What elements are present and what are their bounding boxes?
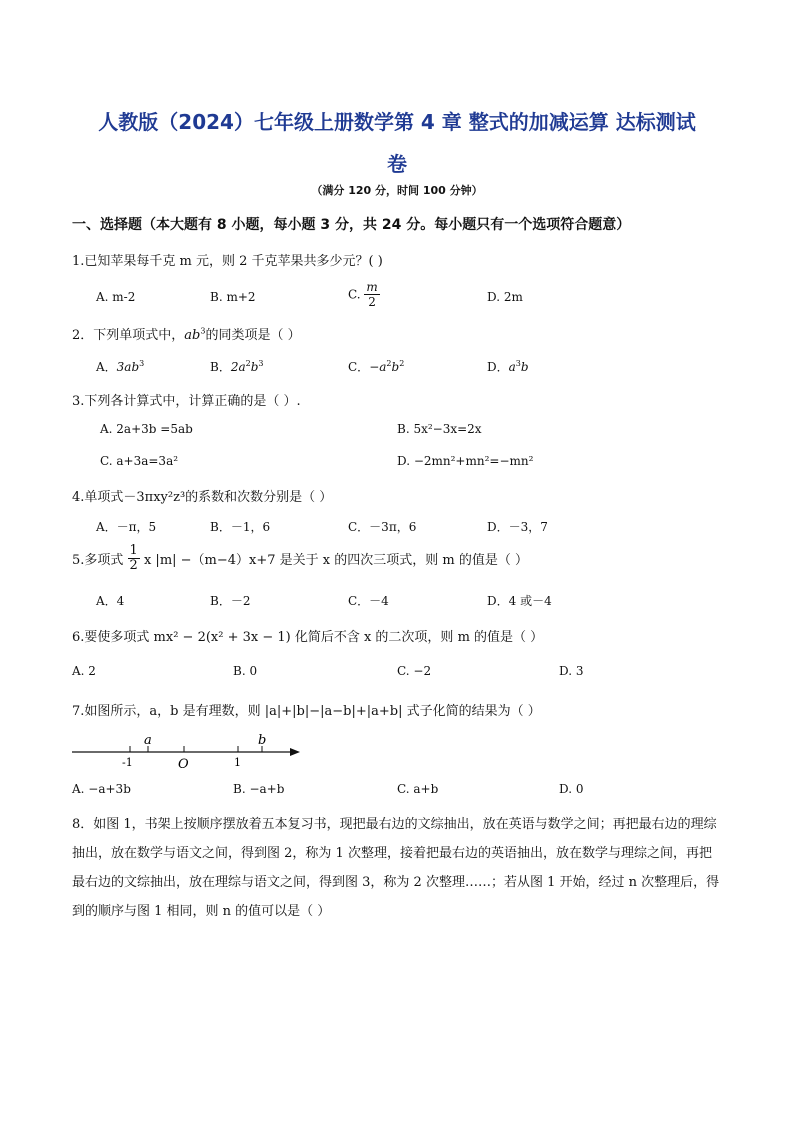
q2-option-a: [96, 358, 144, 375]
q1-fraction-denominator: 2: [368, 295, 376, 309]
q2-option-c: [348, 358, 404, 375]
question-8: 8．如图 1，书架上按顺序摆放着五本复习书，现把最右边的文综抽出，放在英语与数学之间；再把最右边的理综抽出，放在数学与语文之间，得到图 2，称为 1 次整理，接着把最右边的英语抽出，放在数学与理综之间，再把最右边的文综抽出，放在理综与语文之间，得到图 3，称为 2 次整理……；若从图 1 开始，经过 n 次整理后，得到的顺序与图 1 相同，则 n 的值可以是（ ）: [72, 817, 720, 919]
q5-rest: x |m| −（m−4）x+7 是关于 x 的四次三项式，则 m 的值是（ ）: [143, 553, 528, 568]
q5-option-d: D．4 或－4: [487, 594, 552, 608]
tick-label-1: 1: [234, 756, 241, 769]
q2-option-b-label: B．: [210, 360, 231, 374]
q2-prefix: 2．下列单项式中，: [72, 328, 185, 343]
q6-option-a: A. 2: [72, 664, 96, 678]
exam-title-line2: 卷: [387, 152, 407, 176]
q4-option-c: C．－3π，6: [348, 520, 417, 534]
q2-suffix: 的同类项是（ ）: [205, 328, 301, 343]
exam-subtitle: （满分 120 分，时间 100 分钟）: [311, 184, 483, 197]
q1-option-d: D. 2m: [487, 290, 523, 304]
question-6: 6.要使多项式 mx² − 2(x² + 3x − 1) 化简后不含 x 的二次项，则 m 的值是（ ）: [72, 630, 544, 645]
tick-label-origin: O: [178, 757, 189, 772]
q3-option-b: B. 5x²−3x=2x: [397, 422, 482, 436]
q2-option-d: [487, 358, 529, 375]
q2-option-c-math2: b: [391, 360, 400, 374]
q2-option-d-math: a: [508, 360, 516, 374]
label-a: a: [144, 733, 152, 748]
q5-fraction-denominator: 2: [129, 558, 138, 573]
q2-term: ab: [184, 328, 201, 343]
q3-option-d: D. −2mn²+mn²=−mn²: [397, 454, 534, 468]
q5-fraction: [128, 544, 140, 573]
q2-term-exponent: 3: [200, 326, 206, 336]
q2-option-d-math2: b: [520, 360, 529, 374]
q2-option-c-exp1: 2: [386, 359, 392, 368]
q1-option-c: [348, 280, 380, 309]
q7-option-d: D. 0: [559, 782, 584, 796]
exam-title-line1: 人教版（2024）七年级上册数学第 4 章 整式的加减运算 达标测试: [98, 110, 696, 134]
q2-option-b: [210, 358, 264, 375]
q3-option-a: A. 2a+3b =5ab: [100, 422, 193, 436]
q1-option-a: A. m-2: [96, 290, 136, 304]
question-3: 3.下列各计算式中，计算正确的是（ ）.: [72, 394, 301, 409]
q5-option-a: A．4: [96, 594, 125, 608]
q2-option-d-exp1: 3: [515, 359, 521, 368]
q4-option-b: B．－1，6: [210, 520, 271, 534]
q2-option-b-math2: b: [250, 360, 259, 374]
q4-option-a: A．－π，5: [96, 520, 157, 534]
q2-option-c-exp2: 2: [399, 359, 405, 368]
q1-option-c-fraction: [364, 280, 379, 309]
number-line-figure: [68, 728, 308, 774]
question-1: 1.已知苹果每千克 m 元，则 2 千克苹果共多少元？( ): [72, 254, 383, 269]
q2-option-a-math: 3ab: [116, 360, 140, 374]
q6-option-c: C. −2: [397, 664, 432, 678]
q1-fraction-numerator: m: [366, 280, 378, 294]
tick-label-neg1: -1: [122, 756, 133, 769]
q6-option-b: B. 0: [233, 664, 258, 678]
q2-option-c-math: −a: [369, 360, 387, 374]
q5-fraction-numerator: 1: [129, 543, 138, 558]
q5-option-b: B．－2: [210, 594, 251, 608]
q6-option-d: D. 3: [559, 664, 584, 678]
q7-option-c: C. a+b: [397, 782, 439, 796]
label-b: b: [258, 733, 267, 748]
q2-option-a-label: A．: [96, 360, 117, 374]
question-7: 7.如图所示，a，b 是有理数，则 |a|+|b|−|a−b|+|a+b| 式子化简的结果为（ ）: [72, 704, 541, 719]
q4-option-d: D．－3，7: [487, 520, 548, 534]
q2-option-b-exp1: 2: [245, 359, 251, 368]
q3-option-c: C. a+3a=3a²: [100, 454, 179, 468]
q5-prefix: 5.多项式: [72, 553, 124, 568]
q2-option-c-label: C．: [348, 360, 370, 374]
q1-option-b: B. m+2: [210, 290, 256, 304]
section-heading: 一、选择题（本大题有 8 小题，每小题 3 分，共 24 分。每小题只有一个选项符合题意）: [72, 217, 631, 233]
q7-option-b: B. −a+b: [233, 782, 285, 796]
q7-option-a: A. −a+3b: [72, 782, 131, 796]
question-2: [72, 324, 732, 343]
number-line-arrow-icon: [290, 748, 300, 756]
question-4: 4.单项式－3πxy²z³的系数和次数分别是（ ）: [72, 490, 333, 505]
q5-option-c: C．－4: [348, 594, 389, 608]
question-5: [72, 544, 732, 573]
q2-option-d-label: D．: [487, 360, 509, 374]
q2-option-b-math: 2a: [230, 360, 246, 374]
q2-option-a-exp: 3: [139, 359, 145, 368]
q2-option-b-exp2: 3: [258, 359, 264, 368]
q1-option-c-label: C.: [348, 287, 361, 302]
